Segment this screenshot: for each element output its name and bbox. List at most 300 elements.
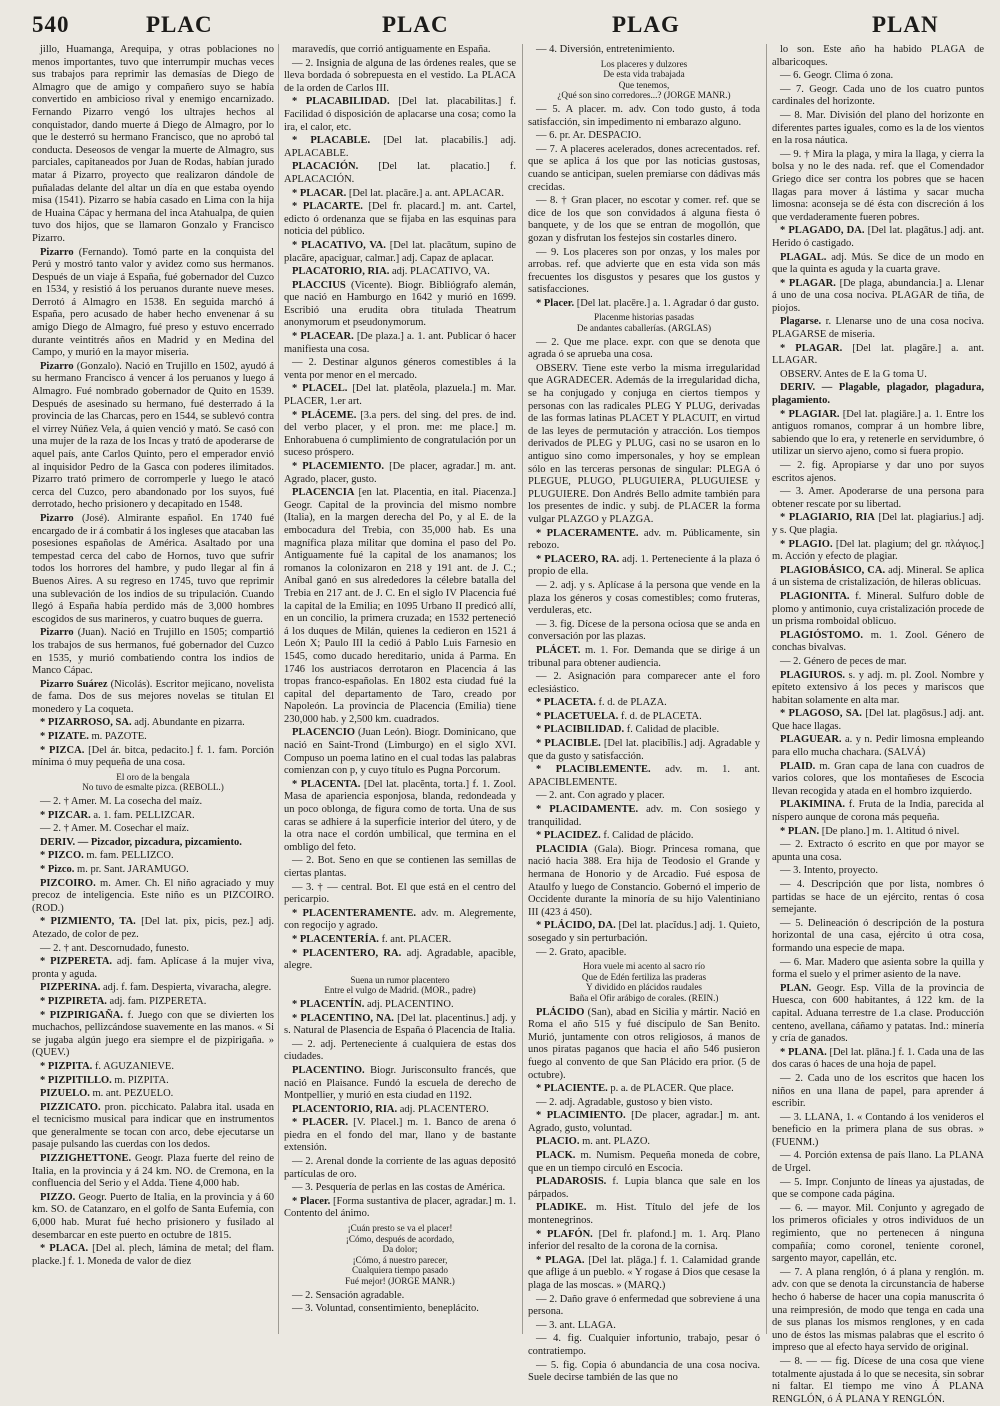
entry-continuation xyxy=(772,865,984,878)
headword: * PIZPERETA. xyxy=(40,956,113,968)
quotation-line: Los placeres y dulzores xyxy=(600,58,688,69)
quotation-line: Fué mejor! (JORGE MANR.) xyxy=(345,1276,455,1286)
dictionary-entry xyxy=(528,711,760,724)
dictionary-entry xyxy=(528,645,760,670)
definition-text: [De plaza.] a. 1. ant. Publicar ó hacer manifiesta una cosa. xyxy=(284,331,517,355)
definition-text: m. Amer. Ch. El niño agraciado y muy precoz de inteligencia. Este niño es un PIZCOIRO. (ROD.) xyxy=(32,877,275,914)
dictionary-entry xyxy=(284,188,516,201)
headword: * PLACAR. xyxy=(292,187,347,199)
entry-continuation xyxy=(772,839,984,864)
entry-continuation xyxy=(528,195,760,245)
guide-word: PLAC xyxy=(146,12,213,37)
headword: * PIZMIENTO, TA. xyxy=(40,916,136,928)
dictionary-entry xyxy=(284,331,516,356)
headword: * PIZCAR. xyxy=(40,809,91,821)
dictionary-entry xyxy=(772,670,984,708)
definition-text: adv. m. Con sosiego y tranquilidad. xyxy=(528,804,760,828)
entry-continuation xyxy=(528,671,760,696)
definition-text: — 6. — mayor. Mil. Conjunto y agregado de los primeros oficiales y otros individuos de un regimiento, que no pertenecen á ninguna compañía; como coronel, teniente coronel, sargento mayor, capellán, etc. xyxy=(772,1202,984,1265)
entry-continuation xyxy=(772,1177,984,1202)
entry-continuation xyxy=(528,337,760,362)
definition-text: m. PAZOTE. xyxy=(91,731,147,743)
dictionary-entry xyxy=(32,745,274,770)
quotation-line: ¡Cuán presto se va el placer! xyxy=(347,1223,453,1234)
column-4 xyxy=(772,44,985,1405)
definition-text: — 3. fig. Dícese de la persona ociosa que se anda en conversación por las plazas. xyxy=(528,618,760,643)
headword: * PLAFÓN. xyxy=(536,1228,593,1240)
headword: PIZCOIRO. xyxy=(40,877,96,889)
definition-text: — 2. Bot. Seno en que se contienen las semillas de ciertas plantas. xyxy=(284,855,516,879)
definition-text: Geogr. Esp. Villa de la provincia de Huesca, con 600 habitantes, á 122 km. de la capital. Aduana terrestre de 1.a clase. Producción centeno, avellana, cáñamo y patatas. Ind.: minería y cría de ganados. xyxy=(772,982,985,1045)
definition-text: adv. m. Públicamente, sin rebozo. xyxy=(528,527,760,552)
headword: PLACATORIO, RIA. xyxy=(292,266,390,278)
headword: * PIZPIRETA. xyxy=(40,995,107,1007)
definition-text: — 3. Amer. Apoderarse de una persona para obtener rescate por su libertad. xyxy=(772,486,984,510)
entry-continuation xyxy=(528,247,760,297)
definition-text: m. Gran capa de lana con cuadros de varios colores, que los montañeses de Escocia llevan recogida y atada en el hombro izquierdo. xyxy=(772,760,985,797)
headword: * PLACEAR. xyxy=(292,331,354,343)
headword: PLACIDIA xyxy=(536,843,588,855)
definition-text: [Del al. plech, lámina de metal; del flam. placke.] f. 1. Moneda de valor de diez xyxy=(32,1243,275,1267)
dictionary-entry xyxy=(772,512,984,537)
headword: * PLACERO, RA. xyxy=(536,553,620,565)
headword: * PLÁCEME. xyxy=(292,409,357,421)
dictionary-entry xyxy=(772,409,984,459)
entry-continuation xyxy=(284,855,516,880)
headword: * PLACIENTE. xyxy=(536,1083,608,1095)
dictionary-entry xyxy=(772,761,984,799)
definition-text: — 2. adj. y s. Aplícase á la persona que vende en la plaza los géneros y cosas comestibles; como fruteras, verduleras, etc. xyxy=(528,579,760,617)
dictionary-entry xyxy=(284,779,516,855)
definition-text: (Vicente). Biogr. Bibliógrafo alemán, que nació en Hamburgo en 1642 y murió en 1699. Escribió una erudita obra titulada Theatrum anonymorum et pseudonymorum. xyxy=(284,279,516,329)
dictionary-entry xyxy=(32,1088,274,1101)
headword: * PLACENTINO, NA. xyxy=(292,1012,394,1024)
quotation-line: Que tenemos, xyxy=(618,79,670,90)
dictionary-entry xyxy=(32,1153,274,1191)
headword: PLACCIUS xyxy=(292,279,346,291)
headword: * PLACEL. xyxy=(292,383,348,395)
headword: PLACENTINO. xyxy=(292,1064,365,1076)
dictionary-entry xyxy=(32,837,274,850)
entry-continuation xyxy=(772,1112,984,1150)
entry-continuation xyxy=(528,44,760,57)
definition-text: m. ant. PEZUELO. xyxy=(92,1088,174,1100)
definition-text: [Del lat. placātum, supino de placāre, apaciguar, calmar.] adj. Capaz de aplacar. xyxy=(284,239,517,264)
quotation xyxy=(284,975,516,996)
headword: * PIZCO. xyxy=(40,850,84,862)
headword: Pizarro xyxy=(40,627,74,639)
definition-text: pron. picchicato. Palabra ital. usada en el tecnicismo musical para indicar que en instrumentos que generalmente se tocan con arco, debe ejecutarse un pasaje pulsando las cuerdas con los dedos. xyxy=(32,1101,275,1151)
column-3 xyxy=(528,44,761,1384)
definition-text: — 2. Género de peces de mar. xyxy=(780,655,907,667)
entry-continuation xyxy=(284,357,516,382)
headword: PLAGIÓSTOMO. xyxy=(780,629,863,641)
dictionary-entry xyxy=(528,1176,760,1201)
definition-text: [Del lat. plāga.] f. 1. Calamidad grande que aflige á un pueblo. « Y rogase á Dios que cesase la plaga de las moscas. » (MARQ.) xyxy=(528,1254,761,1291)
entry-continuation xyxy=(528,1333,760,1358)
definition-text: m. Numism. Pequeña moneda de cobre, que en un tiempo circuló en Escocia. xyxy=(528,1150,760,1174)
definition-text: [3.a pers. del sing. del pres. de ind. del verbo placer, y el pron. me: me place.] m. Enhorabuena ó cumplimiento de congratulación por un suceso próspero. xyxy=(284,409,517,459)
quotation-line: ¡Cómo, después de acordado, xyxy=(345,1233,455,1244)
headword: PLAGUEAR. xyxy=(780,734,842,746)
definition-text: — 3. LLANA, 1. « Contando á los venideros el beneficio en la primera plana de sus obras. » (FUENM.) xyxy=(772,1111,984,1148)
definition-text: — 2. Insignia de alguna de las órdenes reales, que se lleva bordada ó sobrepuesta en el vestido. La PLACA de la orden de Carlos III. xyxy=(284,57,516,94)
definition-text: adj. Mineral. Se aplica á un sistema de cristalización, de hileras oblicuas. xyxy=(772,564,984,589)
quotation-line: Suena un rumor placentero xyxy=(350,974,450,985)
quotation-line: Y dividido en plácidos raudales xyxy=(585,982,702,993)
definition-text: [Del lat. plagātus.] adj. ant. Herido ó castigado. xyxy=(772,225,985,249)
headword: * PLACIMIENTO. xyxy=(536,1110,626,1122)
dictionary-entry xyxy=(32,679,274,717)
definition-text: m. fam. PELLIZCO. xyxy=(86,850,174,862)
definition-text: r. Llenarse uno de una cosa nociva. PLAGARSE de miseria. xyxy=(772,316,985,341)
entry-continuation xyxy=(528,1360,760,1385)
entry-continuation xyxy=(772,1203,984,1266)
quotation-line: Baña el Ofir arábigo de corales. (REIN.) xyxy=(569,992,719,1003)
guide-word: PLAG xyxy=(612,12,680,37)
quotation-line: Que de Edén fertiliza las praderas xyxy=(581,971,707,982)
definition-text: — 2. Extracto ó escrito en que por mayor se apunta una cosa. xyxy=(772,839,984,863)
dictionary-entry xyxy=(528,1110,760,1135)
headword: * PLACENTERÍA. xyxy=(292,933,379,945)
definition-text: [Del lat. placabilis.] adj. APLACABLE. xyxy=(284,135,516,159)
headword: * PLACA. xyxy=(40,1243,89,1255)
definition-text: — 2. adj. Agradable, gustoso y bien visto. xyxy=(536,1096,713,1108)
headword: PIZPERINA. xyxy=(40,982,101,994)
definition-text: — 2. Daño grave ó enfermedad que sobreviene á una persona. xyxy=(528,1293,760,1318)
definition-text: adj. fam. Aplícase á la mujer viva, pronta y aguda. xyxy=(32,956,274,980)
definition-text: — 2. † Amer. M. Cosechar el maíz. xyxy=(40,823,190,835)
text-columns xyxy=(32,44,985,1405)
definition-text: adj. PLACATIVO, VA. xyxy=(391,266,490,278)
dictionary-entry xyxy=(284,461,516,486)
headword: * PLANA. xyxy=(780,1046,827,1058)
entry-continuation xyxy=(528,130,760,143)
definition-text: — 6. Mar. Madero que asienta sobre la quilla y forma el suelo y el primer asiento de la nave. xyxy=(772,956,984,981)
headword: DERIV. — Pizcador, pizcadura, pizcamiento. xyxy=(40,836,242,848)
headword: * PLACERAMENTE. xyxy=(536,527,639,539)
definition-text: — 5. fig. Copia ó abundancia de una cosa nociva. Suele decirse también de las que no xyxy=(528,1359,760,1384)
definition-text: [De placer, agradar.] m. ant. Agrado, gusto, voluntad. xyxy=(528,1110,761,1134)
entry-continuation xyxy=(772,460,984,485)
dictionary-entry xyxy=(772,382,984,407)
headword: * PLACEMIENTO. xyxy=(292,461,385,472)
definition-text: — 2. Que me place. expr. con que se denota que agrada ó se aprueba una cosa. xyxy=(528,336,760,361)
quotation xyxy=(528,312,760,333)
dictionary-entry xyxy=(528,1150,760,1175)
definition-text: adj. Abundante en pizarra. xyxy=(134,717,245,729)
dictionary-entry xyxy=(284,999,516,1012)
headword: * PLAGIARIO, RIA xyxy=(780,512,875,524)
dictionary-entry xyxy=(284,934,516,947)
definition-text: adv. m. Alegremente, con regocijo y agrado. xyxy=(284,907,516,932)
definition-text: — 2. ant. Con agrado y placer. xyxy=(536,790,665,802)
definition-text: (Juan). Nació en Trujillo en 1505; compartió los trabajos de sus hermanos, fué gobernador del Cuzco en 1535, y murió combatiendo contra los indios de Manco Cápac. xyxy=(32,627,275,677)
definition-text: m. Hist. Título del jefe de los montenegrinos. xyxy=(528,1202,761,1227)
dictionary-entry xyxy=(528,804,760,829)
headword: * PLACETA. xyxy=(536,697,596,709)
quotation-line: Hora vuele mi acento al sacro río xyxy=(583,961,705,972)
definition-text: OBSERV. Antes de E la G toma U. xyxy=(780,368,927,380)
headword: PLADAROSIS. xyxy=(536,1176,607,1188)
definition-text: f. Fruta de la India, parecida al níspero aunque de corona más pequeña. xyxy=(772,799,985,824)
dictionary-entry xyxy=(284,1104,516,1117)
dictionary-entry xyxy=(32,731,274,744)
definition-text: maravedís, que corrió antiguamente en España. xyxy=(292,44,491,55)
dictionary-entry xyxy=(32,1010,274,1060)
definition-text: — 4. fig. Cualquier infortunio, trabajo, pesar ó contratiempo. xyxy=(528,1333,760,1357)
definition-text: [Del lat. placĭdus.] adj. 1. Quieto, sosegado y sin perturbación. xyxy=(528,920,761,944)
guide-word: PLAN xyxy=(872,12,939,37)
definition-text: jillo, Huamanga, Arequipa, y otras poblaciones no menos importantes, tuvo que interrumpir muchas veces sus trabajos para reprimir las demasías de Diego de Almagro que de amigo y compañero suyo se había convertido en ambicioso rival y enemigo encarnizado. Fernando Pizarro vengó los ultrajes hechos al conquistador, dando muerte á Diego de Almagro, por lo que le desterró su hermano Francisco, que no aprobó tal conducta. Deseosos de vengar la muerte de Almagro, sus parciales, capitaneados por Juan de Rodas, habían jurado matar á Pizarro, proyecto que realizaron dándole de puñaladas delante del altar un día en que estaba oyendo misa (1541). Pizarro se había casado en Lima con la hija de Huaina Cápac y hermana del inca Atahualpa, de quien tuvo dos hijos, que se llamaron Gonzalo y Francisco Pizarro. xyxy=(32,44,274,244)
quotation-line: Da dolor; xyxy=(382,1244,418,1255)
headword: * PLACIBILIDAD. xyxy=(536,724,625,736)
dictionary-entry xyxy=(772,278,984,316)
headword: PIZZO. xyxy=(40,1191,76,1203)
dictionary-entry xyxy=(772,591,984,629)
headword: * PLACER. xyxy=(292,1117,349,1129)
definition-text: f. d. de PLACETA. xyxy=(620,710,702,722)
definition-text: adj. Mús. Se dice de un modo en que la quinta es aguda y la cuarta grave. xyxy=(772,251,984,276)
dictionary-entry xyxy=(772,225,984,250)
dictionary-entry xyxy=(32,956,274,981)
headword: PIZZICATO. xyxy=(40,1101,101,1113)
definition-text: — 3. Intento, proyecto. xyxy=(780,865,878,877)
definition-text: — 8. Mar. División del plano del horizonte en diferentes partes iguales, como es la de los vientos en la rosa náutica. xyxy=(772,109,984,147)
headword: * PLACIDEZ. xyxy=(536,830,601,842)
definition-text: m. 1. Zool. Género de conchas bivalvas. xyxy=(772,629,985,654)
headword: * PLACENTA. xyxy=(292,778,361,790)
headword: PLAKIMINA. xyxy=(780,799,846,811)
headword: * PLACIBLE. xyxy=(536,738,601,750)
dictionary-entry xyxy=(528,697,760,710)
dictionary-entry xyxy=(32,878,274,916)
quotation-line: De esta vida trabajada xyxy=(603,69,685,80)
headword: * PLAGADO, DA. xyxy=(780,225,865,237)
headword: Pizarro xyxy=(40,246,74,258)
dictionary-entry xyxy=(32,996,274,1009)
headword: Pizarro xyxy=(40,512,74,524)
headword: PIZUELO. xyxy=(40,1088,90,1100)
entry-continuation xyxy=(772,369,984,382)
definition-text: — 6. pr. Ar. DESPACIO. xyxy=(536,130,642,142)
dictionary-entry xyxy=(32,361,274,512)
definition-text: — 9. Los placeres son por onzas, y los males por arrobas. ref. que advierte que en esta vida son más frecuentes los disgustos y pesares que los gustos y satisfacciones. xyxy=(528,246,760,296)
definition-text: — 2. adj. Perteneciente á cualquiera de estas dos ciudades. xyxy=(284,1038,516,1063)
definition-text: — 7. A placeres acelerados, dones acrecentados. ref. que se aplica á los que por las noticias gustosas, cuando se anticipan, suelen premiarse con dádivas más crecidas. xyxy=(528,143,760,193)
definition-text: — 2. Arenal donde la corriente de las aguas depositó partículas de oro. xyxy=(284,1156,516,1180)
dictionary-entry xyxy=(284,1117,516,1155)
quotation-line: El oro de la bengala xyxy=(116,771,190,782)
entry-continuation xyxy=(772,1150,984,1175)
dictionary-entry xyxy=(32,513,274,626)
definition-text: adj. fam. PIZPERETA. xyxy=(109,995,207,1007)
definition-text: [Del lat. placĕnta, torta.] f. 1. Zool. Masa de apariencia esponjosa, blanda, redondeada y un poco oblonga, de figura como de torta. Una de sus caras se adhiere á la superficie interior del útero, y de la otra nace el cordón umbilical, que termina en el ombligo del feto. xyxy=(284,778,516,853)
definition-text: Geogr. Puerto de Italia, en la provincia y á 60 km. SO. de Catanzaro, en el golfo de Santa Eufemia, con 6,000 hab. Murat fué hecho prisionero y fusilado al desembarcar en este puerto en octubre de 1815. xyxy=(32,1191,275,1241)
definition-text: — 6. Geogr. Clima ó zona. xyxy=(780,70,894,82)
definition-text: adj. Agradable, apacible, alegre. xyxy=(284,947,517,972)
headword: * PLAGOSO, SA. xyxy=(780,708,862,720)
entry-continuation xyxy=(32,796,274,809)
definition-text: f. Calidad de plácido. xyxy=(603,830,694,842)
entry-continuation xyxy=(528,144,760,194)
definition-text: (Fernando). Tomó parte en la conquista del Perú y mostró tanto valor y avidez como sus hermanos. Después de un viaje á España, fué gobernador del Cuzco en 1534, y resistió á los peruanos durante nueve meses. Derrotó á Almagro en 1538. En seguida marchó á España, pero acusado de haber hecho envenenar á su amigo Diego de Almagro, fué preso y estuvo encerrado durante veintitrés años en Madrid y en Medina del Campo, y murió en la mayor miseria. xyxy=(32,246,274,359)
definition-text: — 5. Delineación ó descripción de la postura horizontal de una casa, ejército ú otra cosa, formando una especie de mapa. xyxy=(772,917,984,954)
page-number: 540 xyxy=(32,12,70,37)
headword: * PIZCA. xyxy=(40,744,85,756)
definition-text: [Del lat. platĕola, plazuela.] m. Mar. PLACER, 1.er art. xyxy=(284,383,516,408)
dictionary-entry xyxy=(772,252,984,277)
headword: PLAGAL. xyxy=(780,251,827,263)
definition-text: [Del lat. plagiarius.] adj. y s. Que plagia. xyxy=(772,512,984,536)
dictionary-entry xyxy=(284,908,516,933)
headword: PLAGIUROS. xyxy=(780,669,846,681)
dictionary-entry xyxy=(284,280,516,330)
definition-text: a. y n. Pedir limosna empleando para ello mucha chachara. (SALVÁ) xyxy=(772,734,985,759)
definition-text: m. PIZPITA. xyxy=(114,1074,169,1086)
dictionary-entry xyxy=(528,554,760,579)
definition-text: f. Calidad de placible. xyxy=(626,724,720,736)
definition-text: a. 1. fam. PELLIZCAR. xyxy=(93,809,195,821)
entry-continuation xyxy=(772,879,984,917)
dictionary-entry xyxy=(528,1229,760,1254)
quotation-line: Cualquiera tiempo pasado xyxy=(352,1265,448,1276)
dictionary-entry xyxy=(284,948,516,973)
definition-text: — 2. † ant. Descornudado, funesto. xyxy=(40,942,190,954)
definition-text: — 4. Porción extensa de país llano. La PLANA de Urgel. xyxy=(772,1150,984,1175)
quotation-line: De andantes caballerías. (ARGLAS) xyxy=(576,323,712,334)
entry-continuation xyxy=(528,580,760,618)
headword: PLAGIONITA. xyxy=(780,590,850,602)
definition-text: — 3. ant. LLAGA. xyxy=(536,1319,616,1331)
definition-text: [Del lat. placēre.] a. 1. Agradar ó dar gusto. xyxy=(576,297,759,309)
dictionary-entry xyxy=(284,487,516,726)
definition-text: f. AGUZANIEVE. xyxy=(94,1060,174,1072)
column-1 xyxy=(32,44,274,1334)
dictionary-entry xyxy=(528,1136,760,1149)
definition-text: [Forma sustantiva de placer, agradar.] m. 1. Contento del ánimo. xyxy=(284,1195,516,1220)
headword: * Placer. xyxy=(536,297,575,309)
dictionary-entry xyxy=(284,96,516,134)
definition-text: [Del lat. placatio.] f. APLACACIÓN. xyxy=(284,161,516,185)
dictionary-entry xyxy=(528,738,760,763)
definition-text: [Del lat. plagōsus.] adj. ant. Que hace llagas. xyxy=(772,708,984,732)
headword: * PIZPITILLO. xyxy=(40,1074,112,1086)
definition-text: — 3. † — central. Bot. El que está en el centro del pericarpio. xyxy=(284,881,516,906)
headword: * PLÁCIDO, DA. xyxy=(536,920,616,932)
definition-text: [De plaga, abundancia.] a. Llenar á uno de una cosa nociva. PLAGAR de tiña, de piojos. xyxy=(772,277,985,314)
entry-continuation xyxy=(772,44,984,69)
definition-text: [De plano.] m. 1. Altitud ó nivel. xyxy=(821,825,960,837)
definition-text: — 2. Sensación agradable. xyxy=(292,1289,405,1301)
definition-text: — 7. Geogr. Cada uno de los cuatro puntos cardinales del horizonte. xyxy=(772,83,984,108)
quotation-line: ¿Qué son sino corredores...? (JORGE MANR.) xyxy=(557,90,731,101)
entry-continuation xyxy=(528,790,760,803)
headword: * PIZPITA. xyxy=(40,1060,93,1072)
entry-continuation xyxy=(528,363,760,527)
headword: * PLACABILIDAD. xyxy=(292,96,390,108)
dictionary-entry xyxy=(772,630,984,655)
dictionary-entry xyxy=(284,1013,516,1038)
headword: * PIZARROSO, SA. xyxy=(40,717,132,729)
dictionary-entry xyxy=(32,864,274,877)
headword: * PLAGIAR. xyxy=(780,408,840,420)
definition-text: lo son. Este año ha habido PLAGA de albaricoques. xyxy=(772,44,984,68)
headword: * PLACENTÍN. xyxy=(292,998,365,1010)
dictionary-entry xyxy=(284,383,516,408)
headword: PLAGIOBÁSICO, CA. xyxy=(780,564,886,576)
dictionary-entry xyxy=(32,717,274,730)
dictionary-entry xyxy=(528,764,760,789)
headword: * PLACETUELA. xyxy=(536,710,619,722)
headword: PLACK. xyxy=(536,1150,576,1162)
dictionary-entry xyxy=(32,1061,274,1074)
entry-continuation xyxy=(772,70,984,83)
definition-text: (José). Almirante español. En 1740 fué encargado de ir á combatir á los ingleses que atacaban las posesiones españolas de América. Asaltado por una tempestad cerca del cabo de Hornos, tuvo que sufrir todos los horrores del hambre, y pudo llegar al fin á Buenos Aires. A su regreso en 1745, tuvo que reprimir una sublevación de los indios de su tripulación. Cuando llegó á España había perdido más de 3,000 hombres escogidos de sus marineros, y cuatro buques de guerra. xyxy=(32,512,275,625)
entry-continuation xyxy=(772,957,984,982)
definition-text: — 2. † Amer. M. La cosecha del maíz. xyxy=(40,796,203,808)
definition-text: — 2. Destinar algunos géneros comestibles á la venta por menor en el mercado. xyxy=(284,357,516,381)
headword: * PLAGIO. xyxy=(780,538,833,550)
dictionary-entry xyxy=(772,343,984,368)
dictionary-entry xyxy=(284,161,516,186)
dictionary-entry xyxy=(528,1202,760,1227)
entry-continuation xyxy=(528,1294,760,1319)
definition-text: [Del lat. placāre.] a. ant. APLACAR. xyxy=(348,187,504,199)
definition-text: — 3. Pesquería de perlas en las costas de América. xyxy=(292,1182,506,1194)
headword: PLAN. xyxy=(780,982,812,994)
dictionary-entry xyxy=(772,1047,984,1072)
entry-continuation xyxy=(772,1356,984,1406)
headword: * PLAGAR. xyxy=(780,277,836,289)
entry-continuation xyxy=(284,1290,516,1303)
headword: * PIZATE. xyxy=(40,731,89,743)
entry-continuation xyxy=(528,947,760,960)
dictionary-entry xyxy=(772,983,984,1046)
headword: * PLACIBLEMENTE. xyxy=(536,764,651,776)
definition-text: [Del lat. placentinus.] adj. y s. Natural de Plasencia de España ó Placencia de Italia. xyxy=(284,1012,517,1037)
entry-continuation xyxy=(32,943,274,956)
headword: PLACIO. xyxy=(536,1136,580,1148)
definition-text: m. 1. For. Demanda que se dirige á un tribunal para obtener audiencia. xyxy=(528,644,760,669)
quotation xyxy=(32,772,274,793)
entry-continuation xyxy=(772,656,984,669)
headword: * PLACENTERAMENTE. xyxy=(292,907,416,919)
dictionary-entry xyxy=(528,830,760,843)
dictionary-entry xyxy=(284,201,516,239)
definition-text: adj. PLACENTINO. xyxy=(366,998,454,1010)
definition-text: [V. Placel.] m. 1. Banco de arena ó piedra en el fondo del mar, llano y de bastante extensión. xyxy=(284,1117,517,1154)
headword: PLAID. xyxy=(780,760,816,772)
headword: * PLACARTE. xyxy=(292,201,363,213)
quotation-line: Placenme historias pasadas xyxy=(593,312,694,323)
definition-text: adj. f. fam. Despierta, vivaracha, alegre. xyxy=(103,982,272,994)
definition-text: [Del lat. plagāre.] a. ant. LLAGAR. xyxy=(772,342,984,367)
headword: PLACACIÓN. xyxy=(292,161,359,173)
quotation xyxy=(528,59,760,101)
entry-continuation xyxy=(772,1073,984,1111)
headword: Pizarro xyxy=(40,360,74,372)
dictionary-entry xyxy=(772,708,984,733)
dictionary-entry xyxy=(772,734,984,759)
guide-word: PLAC xyxy=(382,12,449,37)
quotation-line: No tuvo de esmalte pizca. (REBOLL.) xyxy=(82,782,224,793)
column-2 xyxy=(284,44,516,1334)
entry-continuation xyxy=(284,882,516,907)
dictionary-entry xyxy=(32,627,274,677)
definition-text: adj. 1. Perteneciente á la plaza ó propio de ella. xyxy=(528,553,760,578)
dictionary-entry xyxy=(772,539,984,564)
